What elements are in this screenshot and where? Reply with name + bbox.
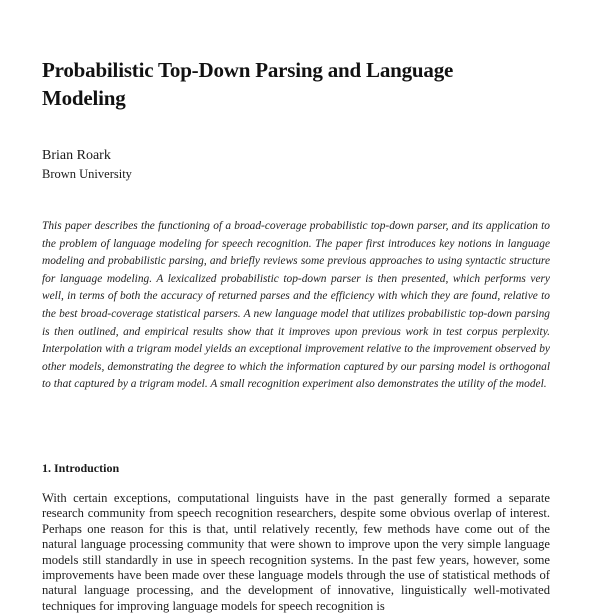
- body-paragraph: With certain exceptions, computational linguists have in the past generally formed a separate research community from speech recognition researchers, despite some obvious overlap of interest. Perhaps one reason for this is that, until relatively recently, few methods have come out of the natural language processing community that were shown to improve upon the very simple language models still standardly in use in speech recognition systems. In the past few years, however, some improvements have been made over these language models through the use of statistical methods of natural language processing, and the development of innovative, linguistically well-motivated techniques for improving language models for speech recognition is: [42, 491, 550, 613]
- abstract: This paper describes the functioning of a broad-coverage probabilistic top-down parser, and its application to the problem of language modeling for speech recognition. The paper first introduces key notions in language modeling and probabilistic parsing, and briefly reviews some previous approaches to using syntactic structure for language modeling. A lexicalized probabilistic top-down parser is then presented, which performs very well, in terms of both the accuracy of returned parses and the efficiency with which they are found, relative to the best broad-coverage statistical parsers. A new language model that utilizes probabilistic top-down parsing is then outlined, and empirical results show that it improves upon previous work in test corpus perplexity. Interpolation with a trigram model yields an exceptional improvement relative to the improvement observed by other models, demonstrating the degree to which the information captured by our parsing model is orthogonal to that captured by a trigram model. A small recognition experiment also demonstrates the utility of the model.: [42, 220, 550, 391]
- section-heading: 1. Introduction: [42, 461, 120, 475]
- author-name: Brian Roark: [42, 148, 111, 163]
- paper-title: Probabilistic Top-Down Parsing and Language Modeling: [42, 58, 454, 110]
- author-affiliation: Brown University: [42, 167, 132, 181]
